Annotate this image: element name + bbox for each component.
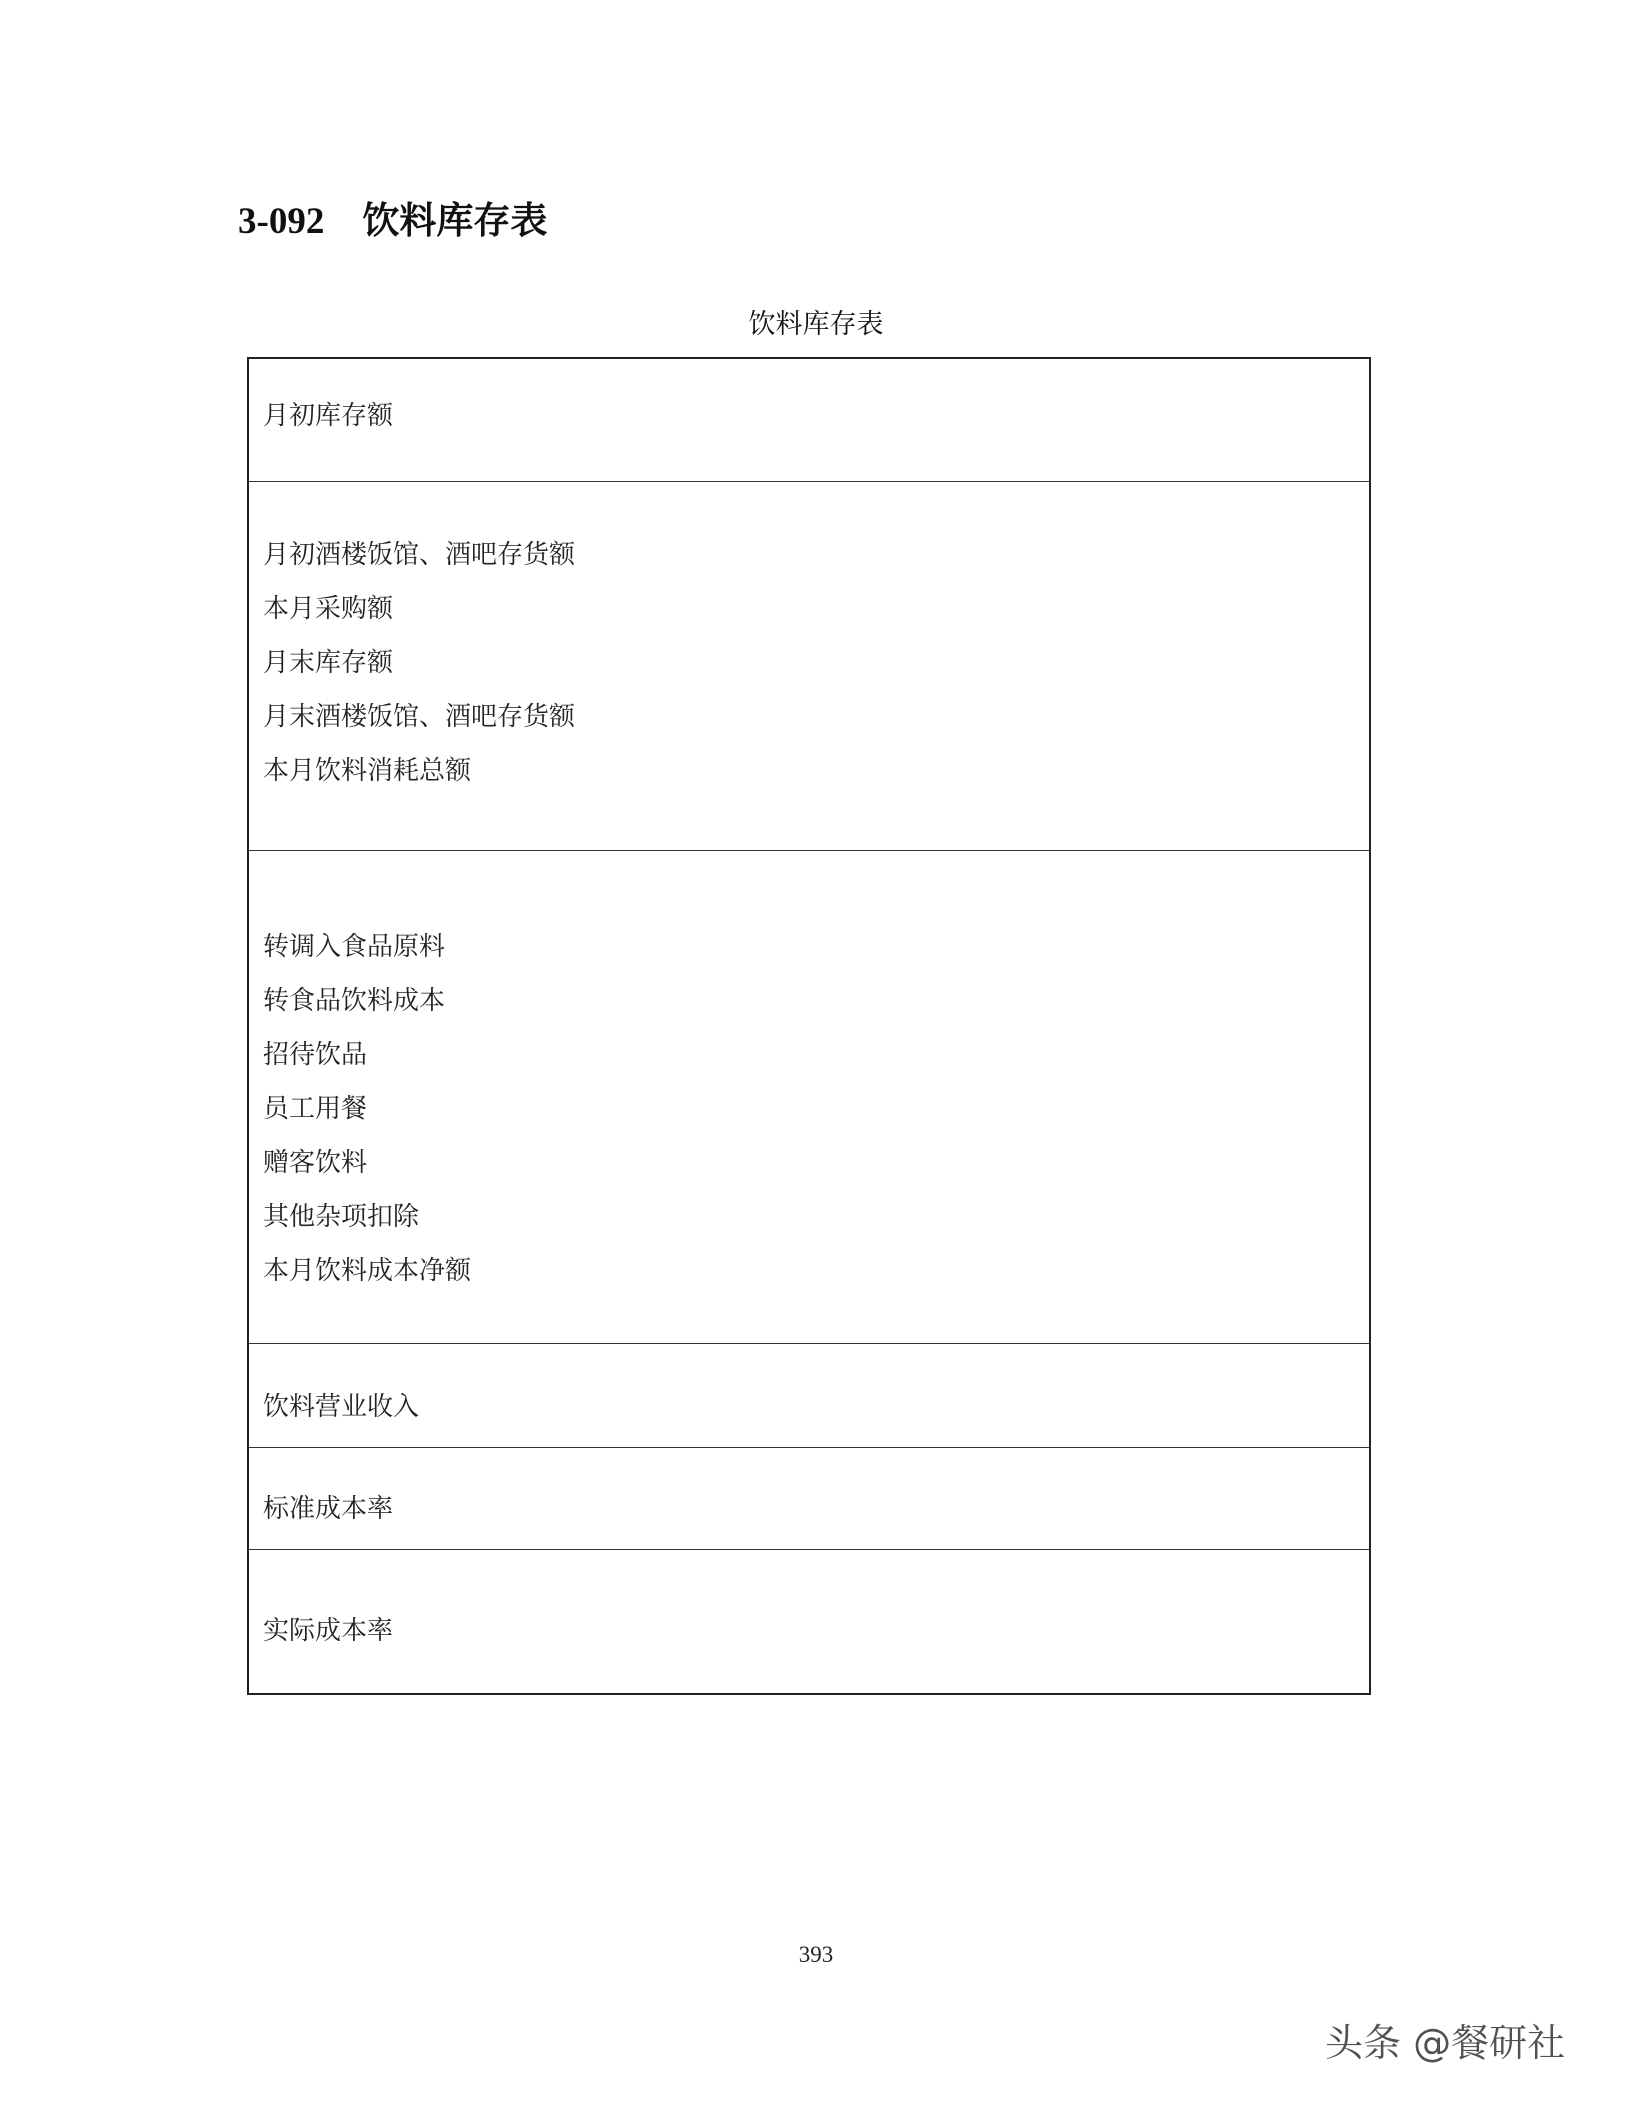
table-row [249, 481, 1369, 851]
section-number: 3-092 [238, 201, 325, 242]
row-label: 赠客饮料 [263, 1148, 368, 1178]
row-label: 本月饮料消耗总额 [263, 756, 472, 786]
watermark: 头条 @餐研社 [1325, 2021, 1566, 2065]
row-label: 月末库存额 [263, 648, 394, 678]
section-heading [238, 190, 547, 244]
row-label: 转食品饮料成本 [263, 986, 446, 1016]
row-label: 月初库存额 [263, 401, 394, 431]
row-label: 月末酒楼饭馆、酒吧存货额 [263, 702, 576, 732]
table-row [249, 1549, 1369, 1694]
row-label: 本月饮料成本净额 [263, 1256, 472, 1286]
row-label: 招待饮品 [263, 1040, 368, 1070]
row-label: 标准成本率 [263, 1494, 394, 1524]
row-label: 本月采购额 [263, 594, 394, 624]
row-label: 员工用餐 [263, 1094, 368, 1124]
inventory-table [247, 357, 1371, 1695]
table-row [249, 850, 1369, 1344]
row-label: 月初酒楼饭馆、酒吧存货额 [263, 540, 576, 570]
section-title: 饮料库存表 [362, 201, 548, 242]
table-caption: 饮料库存表 [748, 309, 884, 340]
table-row [249, 1343, 1369, 1448]
row-label: 其他杂项扣除 [263, 1202, 420, 1232]
row-label: 转调入食品原料 [263, 932, 446, 962]
table-row [249, 1447, 1369, 1550]
page-number: 393 [798, 1942, 834, 1967]
table-row [249, 359, 1369, 481]
row-label: 饮料营业收入 [263, 1392, 420, 1422]
row-label: 实际成本率 [263, 1616, 394, 1646]
